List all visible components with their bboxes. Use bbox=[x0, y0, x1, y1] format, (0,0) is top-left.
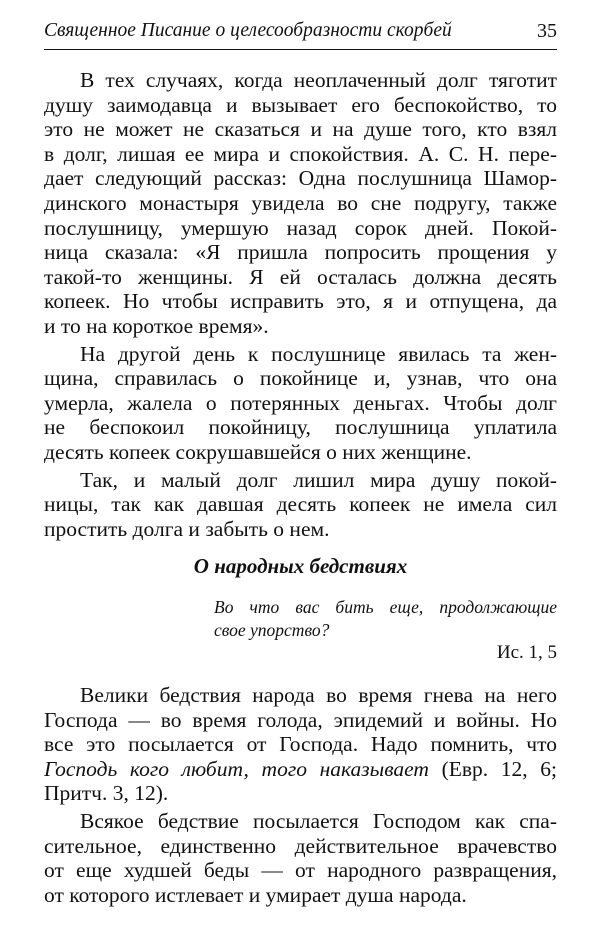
paragraph-5 bbox=[44, 809, 557, 907]
page-number: 35 bbox=[537, 20, 557, 42]
text-line: динского монастыря увидела во сне подругу, также bbox=[44, 190, 557, 215]
text-line: Всякое бедствие посылается Господом как спа- bbox=[80, 808, 557, 833]
text-line: простить долга и забыть о нем. bbox=[44, 516, 330, 541]
text-line: Притч. 3, 12). bbox=[44, 781, 169, 806]
text-line: щина, справилась о покойнице и, узнав, что она bbox=[44, 366, 557, 391]
text-line: На другой день к послушнице явилась та жен- bbox=[80, 341, 557, 366]
header-rule bbox=[44, 49, 557, 50]
text-line: копеек. Но чтобы исправить это, я и отпущена, да bbox=[44, 289, 557, 314]
text-line: В тех случаях, когда неоплаченный долг тяготит bbox=[80, 68, 557, 92]
text-line: дает следующий рассказ: Одна послушница Шамор- bbox=[44, 166, 557, 191]
text-line: ница сказала: «Я пришла попросить прощения у bbox=[44, 240, 557, 265]
text-line: сительное, единственно действительное врачевство bbox=[44, 833, 557, 858]
scripture-citation: (Евр. 12, 6; bbox=[428, 756, 557, 781]
text-line: такой-то женщины. Я ей осталась должна десять bbox=[44, 264, 557, 289]
text-line: Господа — во время голода, эпидемий и войны. Но bbox=[44, 707, 557, 732]
text-line: от которого истлевает и умирает душа народа. bbox=[44, 882, 467, 907]
scripture-quote: Господь кого любит, того наказывает bbox=[44, 756, 429, 781]
text-line: это не может не сказаться и на душе того, кто взял bbox=[44, 117, 557, 142]
epigraph-line: свое упорство? bbox=[214, 620, 330, 640]
text-line: от еще худшей беды — от народного развращения, bbox=[44, 858, 557, 883]
text-block-top bbox=[44, 68, 557, 541]
text-line: десять копеек сокрушавшейся о них женщине. bbox=[44, 439, 472, 464]
text-line: ницы, так как давшая десять копеек не имела сил bbox=[44, 492, 557, 517]
text-line: не беспокоил покойницу, послушница уплатила bbox=[44, 415, 557, 440]
text-line: все это посылается от Господа. Надо помнить, что bbox=[44, 732, 557, 757]
section-title: О народных бедствиях bbox=[193, 554, 408, 578]
text-line: послушницу, умершую назад сорок дней. Покой- bbox=[44, 215, 557, 240]
paragraph-4 bbox=[44, 683, 557, 806]
epigraph bbox=[214, 596, 557, 642]
text-block-bottom bbox=[44, 683, 557, 907]
paragraph-3 bbox=[44, 468, 557, 542]
text-line: Так, и малый долг лишил мира душу покой- bbox=[80, 467, 557, 492]
paragraph-1 bbox=[44, 68, 557, 339]
text-line: Велики бедствия народа во время гнева на него bbox=[80, 683, 557, 707]
text-line: умерла, жалела о потерянных деньгах. Чтобы долг bbox=[44, 390, 557, 415]
text-line: в долг, лишая ее мира и спокойствия. А. С. Н. пере- bbox=[44, 141, 557, 166]
epigraph-line: Во что вас бить еще, продолжающие bbox=[214, 597, 557, 617]
text-line: и то на короткое время». bbox=[44, 313, 269, 338]
text-line: душу заимодавца и вызывает его беспокойство, то bbox=[44, 92, 557, 117]
running-head bbox=[44, 16, 557, 46]
running-head-title: Священное Писание о целесообразности скорбей bbox=[44, 20, 452, 41]
epigraph-reference: Ис. 1, 5 bbox=[496, 642, 557, 663]
text-line-with-quote bbox=[44, 757, 557, 782]
paragraph-2 bbox=[44, 342, 557, 465]
